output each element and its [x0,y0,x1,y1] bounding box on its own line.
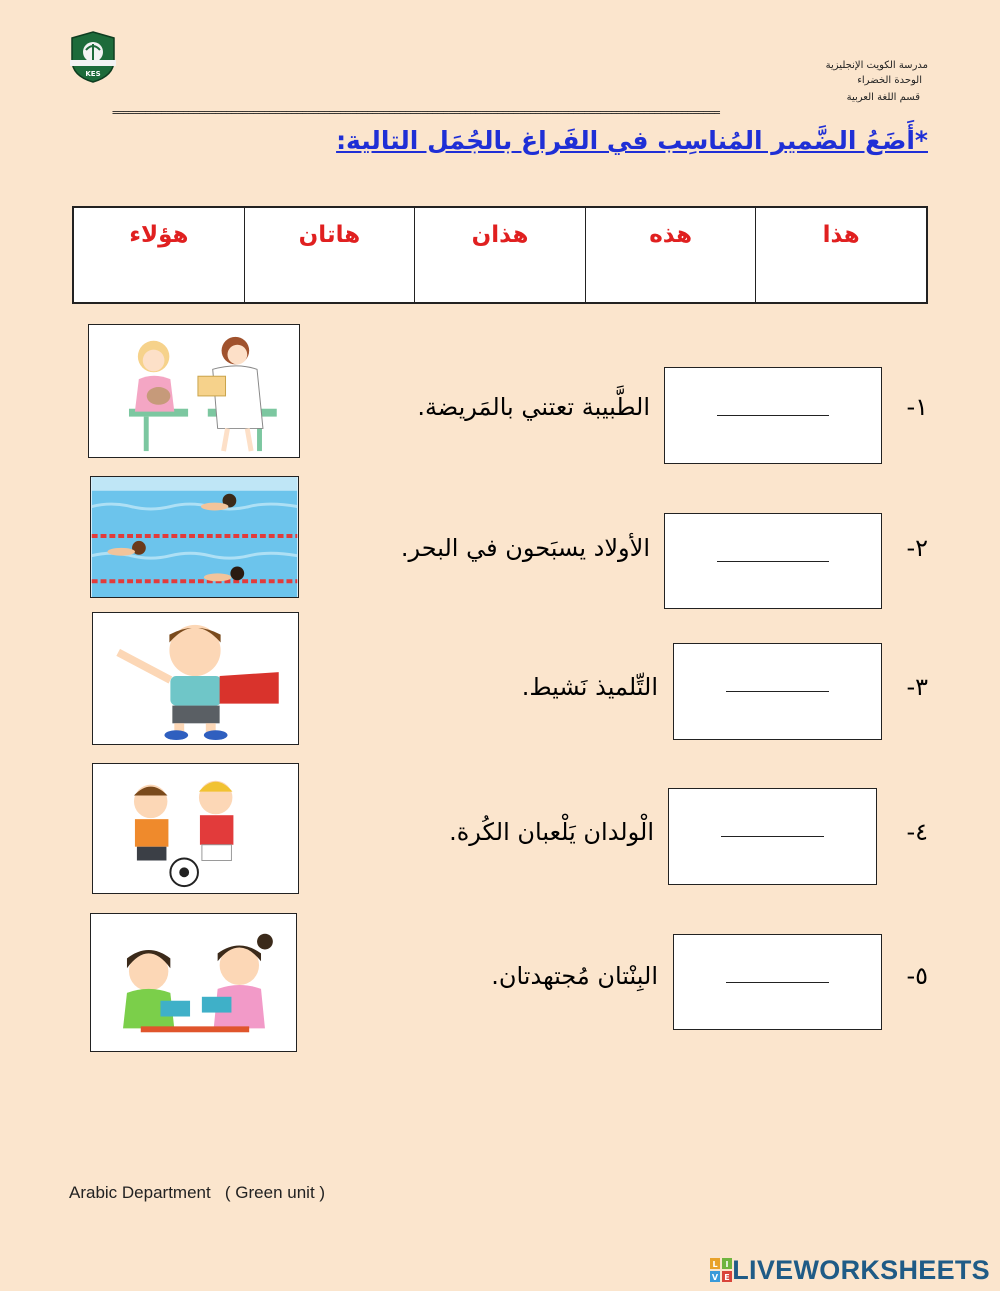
boys-playing-football-illustration [92,763,299,894]
school-department: قسم اللغة العربية [846,92,920,103]
liveworksheets-text: LIVEWORKSHEETS [732,1254,990,1285]
liveworksheets-watermark[interactable] [710,1255,990,1285]
answer-line [717,561,829,562]
school-logo [68,30,118,84]
school-name: مدرسة الكويت الإنجليزية [825,60,928,71]
question-number: ٣- [906,673,928,701]
badge-letter: V [712,1273,719,1282]
badge-letter: L [712,1260,718,1269]
school-unit: الوحدة الخضراء [857,75,922,86]
badge-letter: E [724,1273,730,1282]
footer-text: Arabic Department ( Green unit ) [69,1183,326,1202]
question-sentence: التِّلميذ نَشيط. [521,673,658,701]
pronoun-cell[interactable]: هذه [585,208,756,302]
logo-text: KES [85,70,101,78]
question-number: ١- [906,393,928,421]
answer-box[interactable] [673,643,882,740]
answer-box[interactable] [664,367,882,464]
boys-swimming-illustration [90,476,299,598]
header-divider: ================================================================================================================ [112,106,720,119]
question-sentence: الأولاد يسبَحون في البحر. [400,534,650,562]
girls-reading-illustration [90,913,297,1052]
answer-box[interactable] [664,513,882,609]
student-boy-illustration [92,612,299,745]
instruction-title: *أَضَعُ الضَّمير المُناسِب في الفَراغ بالجُمَل التالية: [336,126,928,155]
doctor-with-patient-illustration [88,324,300,458]
pronoun-table [72,206,928,304]
question-sentence: الطَّبيبة تعتني بالمَريضة. [417,393,650,421]
pronoun-cell[interactable]: هذا [755,208,926,302]
answer-box[interactable] [673,934,882,1030]
pronoun-cell[interactable]: هؤلاء [129,222,189,248]
badge-letter: I [725,1260,729,1269]
question-number: ٥- [906,962,928,990]
question-sentence: الْولدان يَلْعبان الكُرة. [449,818,654,846]
question-sentence: البِنْتان مُجتهدتان. [491,962,658,990]
answer-line [726,982,829,983]
answer-line [721,836,824,837]
liveworksheets-badge-icon [710,1258,732,1282]
pronoun-cell[interactable]: هاتان [244,208,415,302]
pronoun-cell[interactable]: هذان [414,208,585,302]
answer-line [717,415,829,416]
answer-line [726,691,829,692]
answer-box[interactable] [668,788,877,885]
question-number: ٢- [906,534,928,562]
question-number: ٤- [906,818,928,846]
